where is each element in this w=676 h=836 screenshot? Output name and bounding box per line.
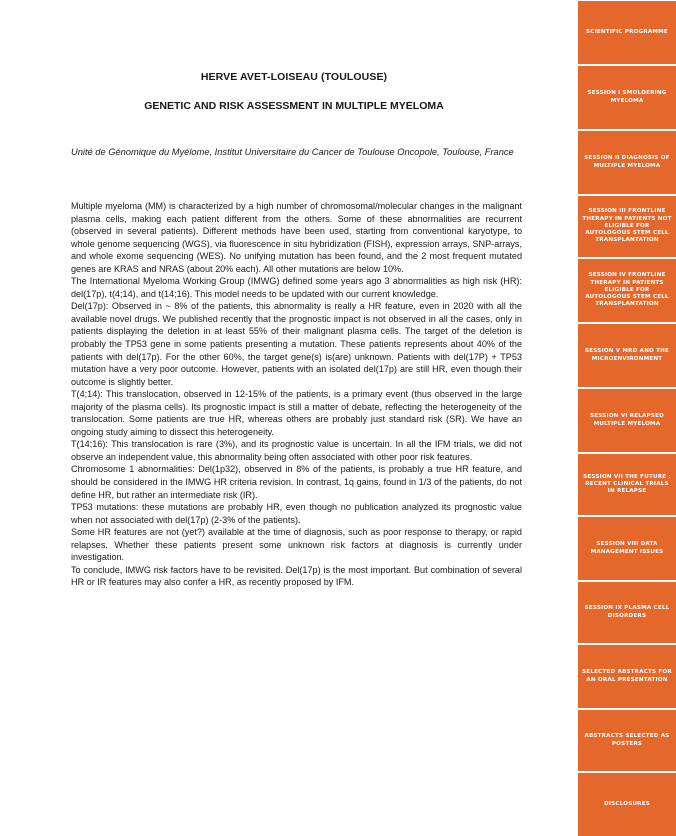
paragraph-t4-14: T(4;14): This translocation, observed in 12-15% of the patients, is a primary event (thus observed in the large majority of the plasma cells). Its prognostic impact is still a matter of debate, reflecting the heterogeneity of the translocation. Some patients are true HR, whereas others are probably just standard risk (SR). We have an ongoing study aiming to dissect this heterogeneity. [71, 389, 522, 437]
paragraph-conclusion: To conclude, IMWG risk factors have to be revisited. Del(17p) is the most important. But combination of several HR or IR features may also confer a HR, as recently proposed by IFM. [71, 564, 522, 588]
sidebar-item-session-2[interactable]: SESSION II DIAGNOSIS OF MULTIPLE MYELOMA [578, 131, 676, 194]
paragraph-hr-features: Some HR features are not (yet?) available at the time of diagnosis, such as poor response to therapy, or rapid relapses. Whether these patients present some unknown risk factors at diagnosis is currently under investigation. [71, 527, 522, 563]
sidebar-item-session-4[interactable]: SESSION IV FRONTLINE THERAPY IN PATIENTS ELIGIBLE FOR AUTOLOGOUS STEM CELL TRANSPLANTATION [578, 259, 676, 322]
sidebar-item-session-1[interactable]: SESSION I SMOLDERING MYELOMA [578, 66, 676, 129]
paper-title: GENETIC AND RISK ASSESSMENT IN MULTIPLE MYELOMA [144, 100, 444, 112]
paragraph-tp53: TP53 mutations: these mutations are probably HR, even though no publication analyzed its prognostic value when not associated with del(17p) (2-3% of the patients). [71, 502, 522, 525]
sidebar-item-session-5[interactable]: SESSION V MRD AND THE MICROENVIRONMENT [578, 324, 676, 387]
paragraph-chromosome1: Chromosome 1 abnormalities: Del(1p32), observed in 8% of the patients, is probably a true HR feature, and should be considered in the IMWG HR criteria revision. In contrast, 1q gains, found in 1/3 of the patients, do not define HR, but rather an intermediate risk (IR). [71, 464, 522, 500]
paragraph-del17p: Del(17p): Observed in ~ 8% of the patients, this abnormality is really a HR feature, even in 2020 with all the available novel drugs. We published recently that the prognostic impact is not observed in all the cases, only in patients displaying the deletion in at least 55% of their malignant plasma cells. The target of the deletion is probably the TP53 gene in some patients presenting a mutation. These patients represents about 40% of the patients with del(17p). For the other 60%, the target gene(s) is(are) unknown. Patients with del(17P) + TP53 mutation have a very poor outcome. However, patients with an isolated del(17p) are still HR, even though their outcome is slightly better. [71, 301, 522, 387]
session-sidebar [578, 0, 676, 836]
sidebar-item-disclosures[interactable]: DISCLOSURES [578, 773, 676, 836]
sidebar-item-scientific-programme[interactable]: SCIENTIFIC PROGRAMME [578, 1, 676, 64]
affiliation: Unité de Génomique du Myélome, Institut Universitaire du Cancer de Toulouse Oncopole, Toulouse, France [71, 147, 514, 157]
paragraph-intro: Multiple myeloma (MM) is characterized by a high number of chromosomal/molecular changes in the malignant plasma cells, making each patient different from the others. Some of these abnormalities are recurrent (observed in several patients). Different methods have been used, starting from conventional karyotype, to whole genome sequencing (WGS), via fluorescence in situ hybridization (FISH), expression arrays, SNP-arrays, and whole exome sequencing (WES). No unifying mutation has been found, and the 2 most frequent mutated genes are KRAS and NRAS (about 20% each). All other mutations are below 10%. [71, 201, 522, 274]
sidebar-item-session-9[interactable]: SESSION IX PLASMA CELL DISORDERS [578, 582, 676, 643]
sidebar-item-session-6[interactable]: SESSION VI RELAPSED MULTIPLE MYELOMA [578, 389, 676, 452]
sidebar-item-poster-abstracts[interactable]: ABSTRACTS SELECTED AS POSTERS [578, 710, 676, 771]
sidebar-item-session-7[interactable]: SESSION VII THE FUTURE : RECENT CLINICAL TRIALS IN RELAPSE [578, 454, 676, 515]
author-heading: HERVE AVET-LOISEAU (TOULOUSE) [200, 71, 388, 83]
sidebar-item-session-8[interactable]: SESSION VIII DATA MANAGEMENT ISSUES [578, 517, 676, 580]
paragraph-imwg: The International Myeloma Working Group (IMWG) defined some years ago 3 abnormalities as high risk (HR): del(17p), t(4;14), and t(14;16). This model needs to be updated with our current knowledge. [71, 276, 522, 299]
paragraph-t14-16: T(14;16): This translocation is rare (3%), and its prognostic value is uncertain. In all the IFM trials, we did not observe an independent value, this abnormality being often associated with other poor risk features. [71, 439, 522, 462]
abstract-body [71, 200, 522, 589]
sidebar-item-session-3[interactable]: SESSION III FRONTLINE THERAPY IN PATIENTS NOT ELIGIBLE FOR AUTOLOGOUS STEM CELL TRANSPLANTATION [578, 196, 676, 257]
sidebar-item-selected-oral-abstracts[interactable]: SELECTED ABSTRACTS FOR AN ORAL PRESENTATION [578, 645, 676, 708]
